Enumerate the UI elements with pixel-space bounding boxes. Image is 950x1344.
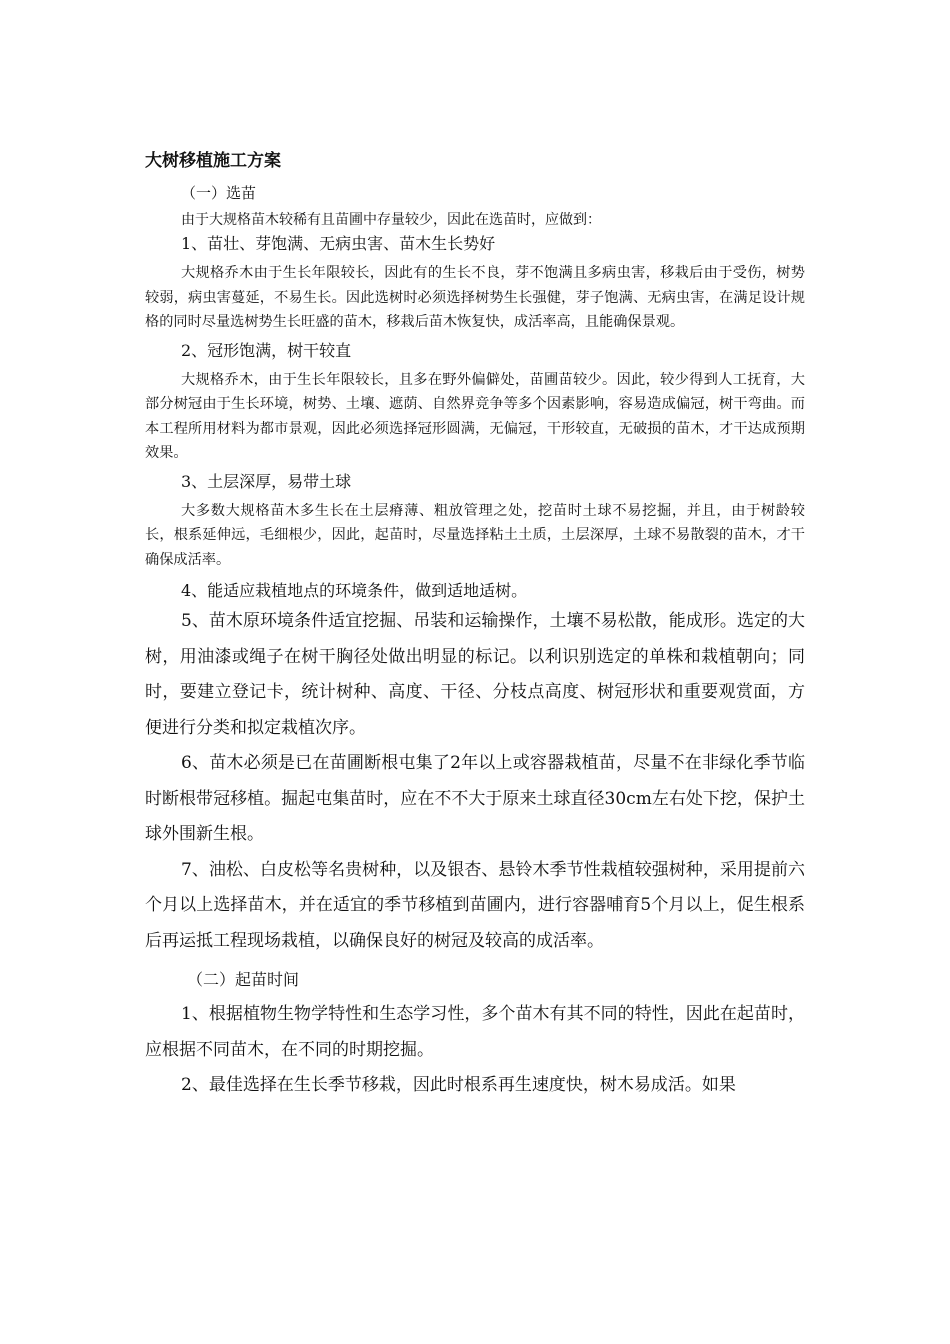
section-intro: 由于大规格苗木较稀有且苗圃中存量较少，因此在选苗时，应做到： [181, 212, 601, 228]
item-paragraph-4: 4、能适应栽植地点的环境条件，做到适地适树。 [181, 581, 528, 600]
item-heading-3: 3、土层深厚，易带土球 [181, 471, 352, 491]
section2-item-2: 2、最佳选择在生长季节移栽，因此时根系再生速度快，树木易成活。如果 [181, 1075, 736, 1095]
section-heading-lifting-time: （二）起苗时间 [187, 970, 300, 989]
document-page [145, 148, 805, 1104]
item-paragraph-5: 5、苗木原环境条件适宜挖掘、吊装和运输操作，土壤不易松散，能成形。选定的大树，用油漆或绳子在树干胸径处做出明显的标记。以利识别选定的单株和栽植朝向；同时，要建立登记卡，统计树种、高度、干径、分枝点高度、树冠形状和重要观赏面，方便进行分类和拟定栽植次序。 [145, 611, 805, 738]
item-heading-2: 2、冠形饱满，树干较直 [181, 340, 352, 360]
item-body-1: 大规格乔木由于生长年限较长，因此有的生长不良，芽不饱满且多病虫害，移栽后由于受伤，树势较弱，病虫害蔓延，不易生长。因此选树时必须选择树势生长强健，芽子饱满、无病虫害，在满足设计规格的同时尽量选树势生长旺盛的苗木，移栽后苗木恢复快，成活率高，且能确保景观。 [145, 265, 805, 330]
section-heading-seedling-selection: （一）选苗 [181, 184, 257, 202]
section2-item-1: 1、根据植物生物学特性和生态学习性，多个苗木有其不同的特性，因此在起苗时，应根据不同苗木，在不同的时期挖掘。 [145, 1004, 805, 1060]
item-paragraph-6: 6、苗木必须是已在苗圃断根屯集了2年以上或容器栽植苗，尽量不在非绿化季节临时断根带冠移植。掘起屯集苗时，应在不不大于原来土球直径30cm左右处下挖，保护土球外围新生根。 [145, 753, 805, 844]
item-heading-1: 1、苗壮、芽饱满、无病虫害、苗木生长势好 [181, 234, 496, 253]
item-body-2: 大规格乔木，由于生长年限较长，且多在野外偏僻处，苗圃苗较少。因此，较少得到人工抚育，大部分树冠由于生长环境，树势、土壤、遮荫、自然界竞争等多个因素影响，容易造成偏冠，树干弯曲。而本工程所用材料为都市景观，因此必须选择冠形圆满，无偏冠，干形较直，无破损的苗木，才干达成预期效果。 [145, 371, 805, 461]
item-paragraph-7: 7、油松、白皮松等名贵树种，以及银杏、悬铃木季节性栽植较强树种，采用提前六个月以上选择苗木，并在适宜的季节移植到苗圃内，进行容器哺育5个月以上，促生根系后再运抵工程现场栽植，以确保良好的树冠及较高的成活率。 [145, 859, 805, 951]
item-body-3: 大多数大规格苗木多生长在土层瘠薄、粗放管理之处，挖苗时土球不易挖掘，并且，由于树龄较长，根系延伸远，毛细根少，因此，起苗时，尽量选择粘土土质，土层深厚，土球不易散裂的苗木，才干确保成活率。 [145, 502, 805, 568]
document-title: 大树移植施工方案 [145, 151, 281, 171]
